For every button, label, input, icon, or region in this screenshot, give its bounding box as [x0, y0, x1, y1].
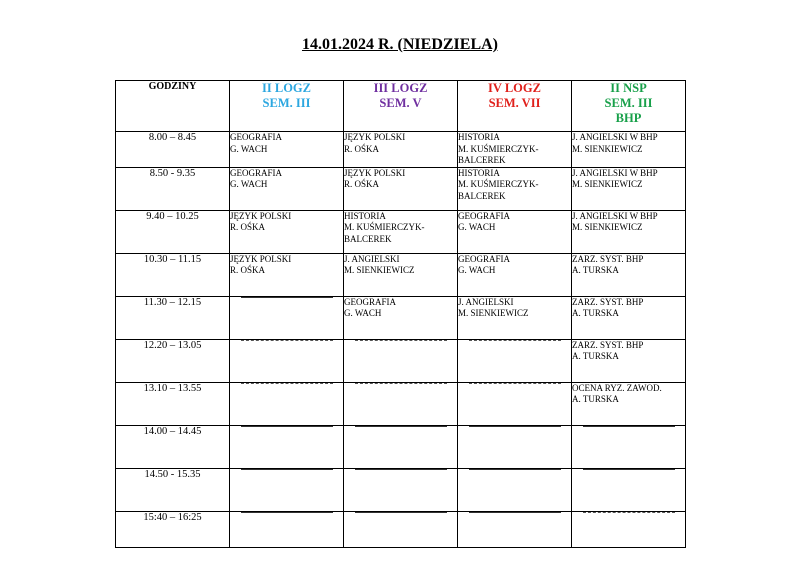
empty-slot-line	[469, 426, 561, 427]
lesson-teacher: M. SIENKIEWICZ	[458, 308, 529, 318]
empty-slot-line	[583, 426, 675, 427]
lesson-teacher: M. SIENKIEWICZ	[344, 265, 415, 275]
lesson-subject: JĘZYK POLSKI	[344, 132, 406, 142]
lesson-teacher: A. TURSKA	[572, 265, 619, 275]
lesson-teacher: R. OŚKA	[230, 222, 266, 232]
table-row	[116, 253, 686, 296]
lesson-subject: HISTORIA	[344, 210, 386, 221]
time-slot: 13.10 – 13.55	[116, 382, 230, 425]
lesson-cell	[230, 382, 344, 425]
lesson-cell	[572, 339, 686, 382]
lesson-subject: J. ANGIELSKI W BHP	[572, 167, 658, 178]
lesson-cell	[230, 425, 344, 468]
lesson-cell	[458, 425, 572, 468]
lesson-teacher: M. KUŚMIERCZYK-	[458, 143, 539, 154]
lesson-teacher: BALCEREK	[458, 155, 506, 165]
time-slot: 15:40 – 16:25	[116, 511, 230, 547]
lesson-cell	[458, 382, 572, 425]
lesson-cell	[344, 468, 458, 511]
lesson-cell	[458, 210, 572, 253]
lesson-cell	[572, 167, 686, 210]
lesson-subject: ZARZ. SYST. BHP	[572, 339, 644, 350]
lesson-teacher: M. KUŚMIERCZYK-	[344, 222, 425, 232]
lesson-subject: GEOGRAFIA	[458, 253, 511, 264]
lesson-cell	[458, 339, 572, 382]
lesson-cell	[230, 167, 344, 210]
lesson-teacher: G. WACH	[344, 308, 382, 318]
empty-slot-line	[583, 512, 675, 513]
lesson-teacher: A. TURSKA	[572, 394, 619, 404]
lesson-subject: GEOGRAFIA	[344, 296, 397, 307]
lesson-cell	[344, 296, 458, 339]
table-row	[116, 210, 686, 253]
lesson-teacher: G. WACH	[230, 179, 268, 189]
empty-slot-line	[469, 512, 561, 513]
lesson-cell	[458, 132, 572, 168]
lesson-cell	[572, 425, 686, 468]
empty-slot-line	[469, 383, 561, 384]
lesson-cell	[230, 296, 344, 339]
lesson-teacher: G. WACH	[230, 143, 268, 154]
lesson-teacher: A. TURSKA	[572, 351, 619, 361]
class-semester: SEM. V	[379, 96, 422, 110]
lesson-subject: J. ANGIELSKI W BHP	[572, 132, 658, 142]
lesson-subject: J. ANGIELSKI W BHP	[572, 210, 658, 221]
lesson-cell	[344, 132, 458, 168]
empty-slot-line	[241, 512, 333, 513]
empty-slot-line	[241, 469, 333, 470]
empty-slot-line	[355, 512, 447, 513]
class-semester: SEM. VII	[488, 96, 541, 110]
lesson-cell	[230, 253, 344, 296]
empty-slot-line	[355, 340, 447, 341]
lesson-cell	[344, 511, 458, 547]
header-class-1	[344, 81, 458, 132]
header-class-2	[458, 81, 572, 132]
time-slot: 11.30 – 12.15	[116, 296, 230, 339]
class-name: IV LOGZ	[488, 81, 541, 95]
lesson-teacher: G. WACH	[458, 265, 496, 275]
class-name: II LOGZ	[262, 81, 311, 95]
lesson-teacher: R. OŚKA	[230, 265, 266, 275]
lesson-cell	[230, 511, 344, 547]
lesson-teacher: A. TURSKA	[572, 308, 619, 318]
lesson-subject: JĘZYK POLSKI	[230, 210, 292, 221]
lesson-teacher: R. OŚKA	[344, 179, 380, 189]
lesson-subject: J. ANGIELSKI	[458, 296, 514, 307]
lesson-subject: HISTORIA	[458, 167, 500, 178]
lesson-cell	[572, 382, 686, 425]
lesson-subject: ZARZ. SYST. BHP	[572, 253, 644, 264]
time-slot: 14.50 - 15.35	[116, 468, 230, 511]
empty-slot-line	[241, 383, 333, 384]
lesson-cell	[458, 167, 572, 210]
header-row	[116, 81, 686, 132]
time-slot: 12.20 – 13.05	[116, 339, 230, 382]
empty-slot-line	[469, 469, 561, 470]
lesson-cell	[572, 511, 686, 547]
lesson-cell	[344, 210, 458, 253]
lesson-teacher: M. SIENKIEWICZ	[572, 143, 643, 154]
empty-slot-line	[355, 469, 447, 470]
lesson-cell	[458, 468, 572, 511]
class-name: III LOGZ	[373, 81, 428, 95]
schedule-table	[115, 80, 686, 548]
empty-slot-line	[355, 383, 447, 384]
lesson-subject: J. ANGIELSKI	[344, 253, 400, 264]
lesson-cell	[458, 511, 572, 547]
class-semester: SEM. III	[262, 96, 311, 110]
lesson-cell	[572, 210, 686, 253]
empty-slot-line	[583, 469, 675, 470]
header-class-3	[572, 81, 686, 132]
lesson-cell	[344, 253, 458, 296]
lesson-teacher: BALCEREK	[344, 233, 392, 244]
lesson-cell	[344, 425, 458, 468]
page-title: 14.01.2024 R. (NIEDZIELA)	[301, 36, 498, 53]
lesson-subject: GEOGRAFIA	[230, 167, 283, 178]
empty-slot-line	[241, 426, 333, 427]
lesson-teacher: M. KUŚMIERCZYK-	[458, 179, 539, 189]
header-time: GODZINY	[116, 81, 230, 132]
table-row	[116, 468, 686, 511]
lesson-cell	[344, 167, 458, 210]
lesson-cell	[344, 339, 458, 382]
lesson-teacher: G. WACH	[458, 222, 496, 232]
table-row	[116, 132, 686, 168]
table-row	[116, 511, 686, 547]
table-row	[116, 339, 686, 382]
empty-slot-line	[355, 426, 447, 427]
empty-slot-line	[469, 340, 561, 341]
time-slot: 10.30 – 11.15	[116, 253, 230, 296]
lesson-cell	[230, 468, 344, 511]
lesson-subject: GEOGRAFIA	[230, 132, 283, 142]
lesson-cell	[230, 210, 344, 253]
table-row	[116, 296, 686, 339]
table-row	[116, 167, 686, 210]
schedule-body	[116, 81, 686, 548]
lesson-subject: ZARZ. SYST. BHP	[572, 296, 644, 307]
lesson-cell	[572, 132, 686, 168]
lesson-teacher: M. SIENKIEWICZ	[572, 179, 643, 189]
lesson-teacher: R. OŚKA	[344, 143, 380, 154]
header-class-0	[230, 81, 344, 132]
class-extra: BHP	[615, 111, 642, 125]
lesson-cell	[572, 296, 686, 339]
table-row	[116, 425, 686, 468]
time-slot: 9.40 – 10.25	[116, 210, 230, 253]
lesson-subject: JĘZYK POLSKI	[230, 253, 292, 264]
lesson-subject: JĘZYK POLSKI	[344, 167, 406, 178]
class-name: II NSP	[610, 81, 647, 95]
lesson-teacher: M. SIENKIEWICZ	[572, 222, 643, 232]
lesson-subject: OCENA RYZ. ZAWOD.	[572, 382, 662, 393]
lesson-subject: GEOGRAFIA	[458, 210, 511, 221]
lesson-cell	[344, 382, 458, 425]
lesson-subject: HISTORIA	[458, 132, 500, 142]
table-row	[116, 382, 686, 425]
lesson-cell	[572, 468, 686, 511]
lesson-cell	[572, 253, 686, 296]
time-slot: 14.00 – 14.45	[116, 425, 230, 468]
lesson-cell	[458, 296, 572, 339]
lesson-cell	[230, 132, 344, 168]
class-semester: SEM. III	[604, 96, 653, 110]
empty-slot-line	[241, 340, 333, 341]
lesson-teacher: BALCEREK	[458, 190, 506, 201]
lesson-cell	[230, 339, 344, 382]
empty-slot-line	[241, 297, 333, 298]
time-slot: 8.50 - 9.35	[116, 167, 230, 210]
lesson-cell	[458, 253, 572, 296]
time-slot: 8.00 – 8.45	[116, 132, 230, 168]
